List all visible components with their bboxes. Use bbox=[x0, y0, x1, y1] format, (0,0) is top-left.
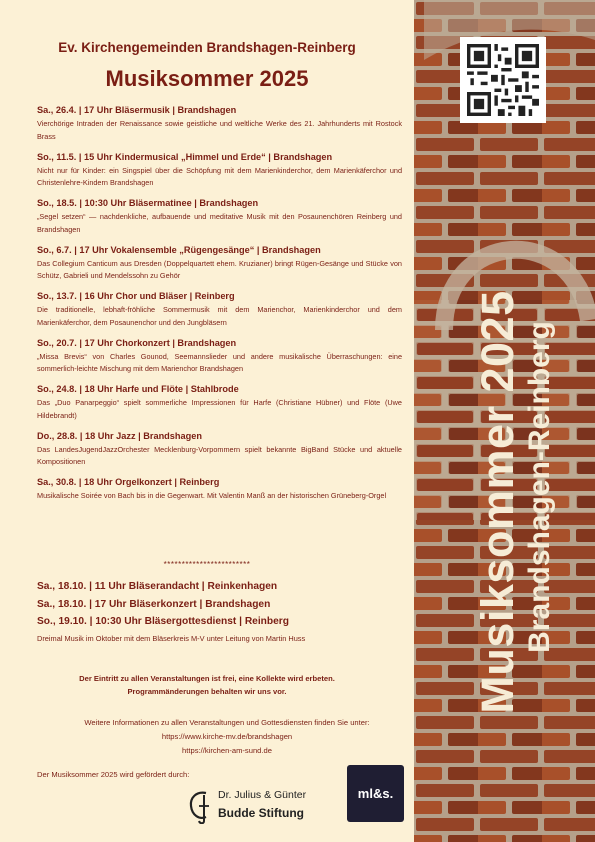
budde-line1: Dr. Julius & Günter bbox=[218, 789, 307, 801]
sponsor-label: Der Musiksommer 2025 wird gefördert durch: bbox=[37, 770, 190, 779]
event-heading: So., 24.8. | 18 Uhr Harfe und Flöte | Stahlbrode bbox=[37, 384, 239, 394]
event-item bbox=[37, 197, 402, 236]
event-list bbox=[37, 104, 402, 510]
website-link[interactable]: https://kirchen-am-sund.de bbox=[182, 746, 272, 755]
admission-note: Der Eintritt zu allen Veranstaltungen ist frei, eine Kollekte wird erbeten. bbox=[79, 674, 335, 683]
october-events bbox=[37, 578, 407, 645]
separator: ************************ bbox=[163, 560, 251, 569]
event-description: „Missa Brevis“ von Charles Gounod, Seemannslieder und andere musikalische Überraschungen: eine sommerlich-leichte Mischung mit dem Marienchor Brandshagen bbox=[37, 351, 402, 373]
side-title: Musiksommer 2025 bbox=[472, 290, 523, 714]
event-heading: Do., 28.8. | 18 Uhr Jazz | Brandshagen bbox=[37, 430, 202, 441]
event-description: Nicht nur für Kinder: ein Singspiel über die Schöpfung mit dem Marienkinderchor, dem Marienkäferchor und Christenlehre-Kindern Brandshagen bbox=[37, 165, 402, 187]
event-heading: So., 18.5. | 10:30 Uhr Bläsermatinee | Brandshagen bbox=[37, 198, 259, 208]
event-description: Musikalische Soirée von Bach bis in die Gegenwart. Mit Valentin Manß an der historischen Grüneberg-Orgel bbox=[37, 491, 387, 500]
info-text: Weitere Informationen zu allen Veranstaltungen und Gottesdiensten finden Sie unter: bbox=[84, 718, 370, 727]
october-event-heading: Sa., 18.10. | 11 Uhr Bläserandacht | Reinkenhagen bbox=[37, 581, 278, 592]
website-link[interactable]: https://www.kirche-mv.de/brandshagen bbox=[161, 732, 293, 741]
poster-title: Musiksommer 2025 bbox=[105, 66, 309, 91]
event-description: Die traditionelle, lebhaft-fröhliche Sommermusik mit dem Marienchor, Marienkinderchor und dem Marienkäferchor, dem Posaunenchor und den Jungbläsern bbox=[37, 305, 402, 327]
event-item bbox=[37, 337, 402, 376]
changes-note: Programmänderungen behalten wir uns vor. bbox=[127, 687, 287, 696]
october-event-heading: Sa., 18.10. | 17 Uhr Bläserkonzert | Brandshagen bbox=[37, 598, 271, 610]
event-description: Vierchörige Intraden der Renaissance sowie geistliche und weltliche Werke des 21. Jahrhunderts mit Rostock Brass bbox=[37, 119, 402, 141]
october-event-heading: So., 19.10. | 10:30 Uhr Bläsergottesdienst | Reinberg bbox=[37, 616, 289, 627]
event-item bbox=[37, 104, 402, 143]
event-description: Das LandesJugendJazzOrchester Mecklenburg-Vorpommern spielt bekannte BigBand Stücke und aktuelle Kompositionen bbox=[37, 444, 402, 466]
event-description: Das „Duo Panarpeggio“ spielt sommerliche Impressionen für Harfe (Christiane Hübner) und Flöte (Uwe Hildebrandt) bbox=[37, 398, 402, 420]
event-heading: So., 11.5. | 15 Uhr Kindermusical „Himmel und Erde“ | Brandshagen bbox=[37, 151, 333, 162]
budde-line2: Budde Stiftung bbox=[218, 806, 304, 820]
event-item bbox=[37, 244, 402, 283]
event-heading: So., 13.7. | 16 Uhr Chor und Bläser | Reinberg bbox=[37, 291, 235, 301]
budde-stiftung-logo bbox=[186, 786, 336, 826]
qr-code-icon bbox=[467, 44, 539, 116]
event-item bbox=[37, 290, 402, 329]
event-heading: Sa., 30.8. | 18 Uhr Orgelkonzert | Reinberg bbox=[37, 477, 220, 487]
event-description: Das Collegium Canticum aus Dresden (Doppelquartett ehem. Kruzianer) bringt Rügen-Gesänge und Stücke von Schütz, Gabrieli und Mendelssohn zu Gehör bbox=[37, 258, 402, 280]
qr-code[interactable] bbox=[460, 37, 546, 123]
event-heading: So., 6.7. | 17 Uhr Vokalensemble „Rügengesänge“ | Brandshagen bbox=[37, 244, 321, 255]
event-heading: Sa., 26.4. | 17 Uhr Bläsermusik | Brandshagen bbox=[37, 105, 237, 115]
organization-name: Ev. Kirchengemeinden Brandshagen-Reinberg bbox=[58, 40, 356, 55]
october-description: Dreimal Musik im Oktober mit dem Bläserkreis M-V unter Leitung von Martin Huss bbox=[37, 633, 306, 643]
event-item bbox=[37, 430, 402, 469]
event-heading: So., 20.7. | 17 Uhr Chorkonzert | Brandshagen bbox=[37, 337, 237, 348]
side-subtitle: Brandshagen-Reinberg bbox=[523, 321, 556, 653]
budde-monogram-icon bbox=[186, 788, 218, 824]
event-item bbox=[37, 476, 402, 503]
event-item bbox=[37, 151, 402, 190]
event-description: „Segel setzen“ — nachdenkliche, aufbauende und meditative Musik mit den Posaunenchören Reinberg und Brandshagen bbox=[37, 212, 402, 234]
mls-logo: ml&s. bbox=[347, 765, 404, 822]
event-item bbox=[37, 383, 402, 422]
